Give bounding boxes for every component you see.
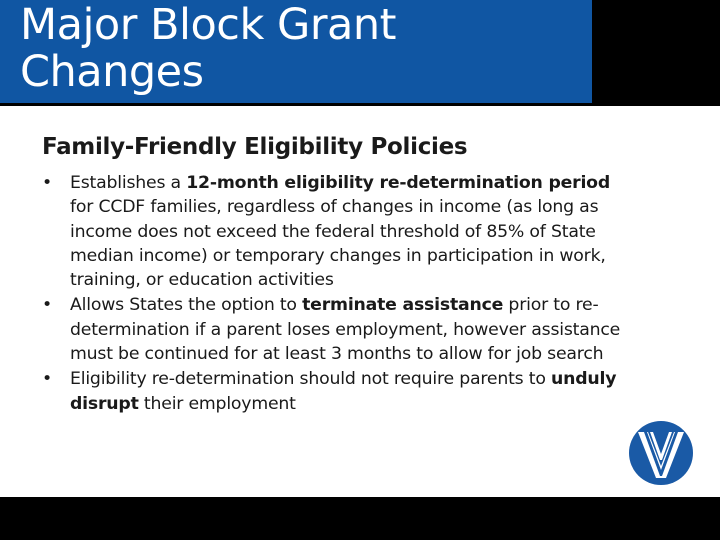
bullet-text-pre: Allows States the option to <box>70 295 303 316</box>
title-divider <box>0 103 720 106</box>
bullet-text-post: for CCDF families, regardless of changes in income (as long as income does not exceed the federal threshold of 85% of State median income) or temporary changes in participation in work, training, or education activities <box>70 197 606 291</box>
bullet-text-pre: Establishes a <box>70 173 187 193</box>
bullet-item <box>42 293 622 366</box>
bullet-text-post: their employment <box>138 393 296 414</box>
title-line-2: Changes <box>20 47 204 97</box>
title-corner-block <box>592 0 720 103</box>
bullet-text-bold: 12-month eligibility re-determination period <box>186 173 611 193</box>
bullet-text-bold: terminate assistance <box>302 295 504 316</box>
bullet-text-pre: Eligibility re-determination should not require parents to <box>70 369 551 390</box>
title-box <box>0 0 592 103</box>
bullet-text-post: prior to re-determination if a parent loses employment, however assistance must be continued for at least 3 months to allow for job search <box>70 295 621 365</box>
bullet-marker: • <box>42 173 52 193</box>
bullet-text-bold: unduly disrupt <box>70 369 617 414</box>
bullet-item <box>42 367 622 416</box>
v-logo-icon <box>628 420 694 486</box>
title-line-1: Major Block Grant <box>20 0 396 50</box>
slide-title <box>20 2 580 96</box>
bullet-list <box>42 171 622 417</box>
bullet-item <box>42 171 622 292</box>
bullet-marker: • <box>42 369 52 390</box>
section-heading: Family-Friendly Eligibility Policies <box>42 134 468 160</box>
bullet-marker: • <box>42 295 52 316</box>
